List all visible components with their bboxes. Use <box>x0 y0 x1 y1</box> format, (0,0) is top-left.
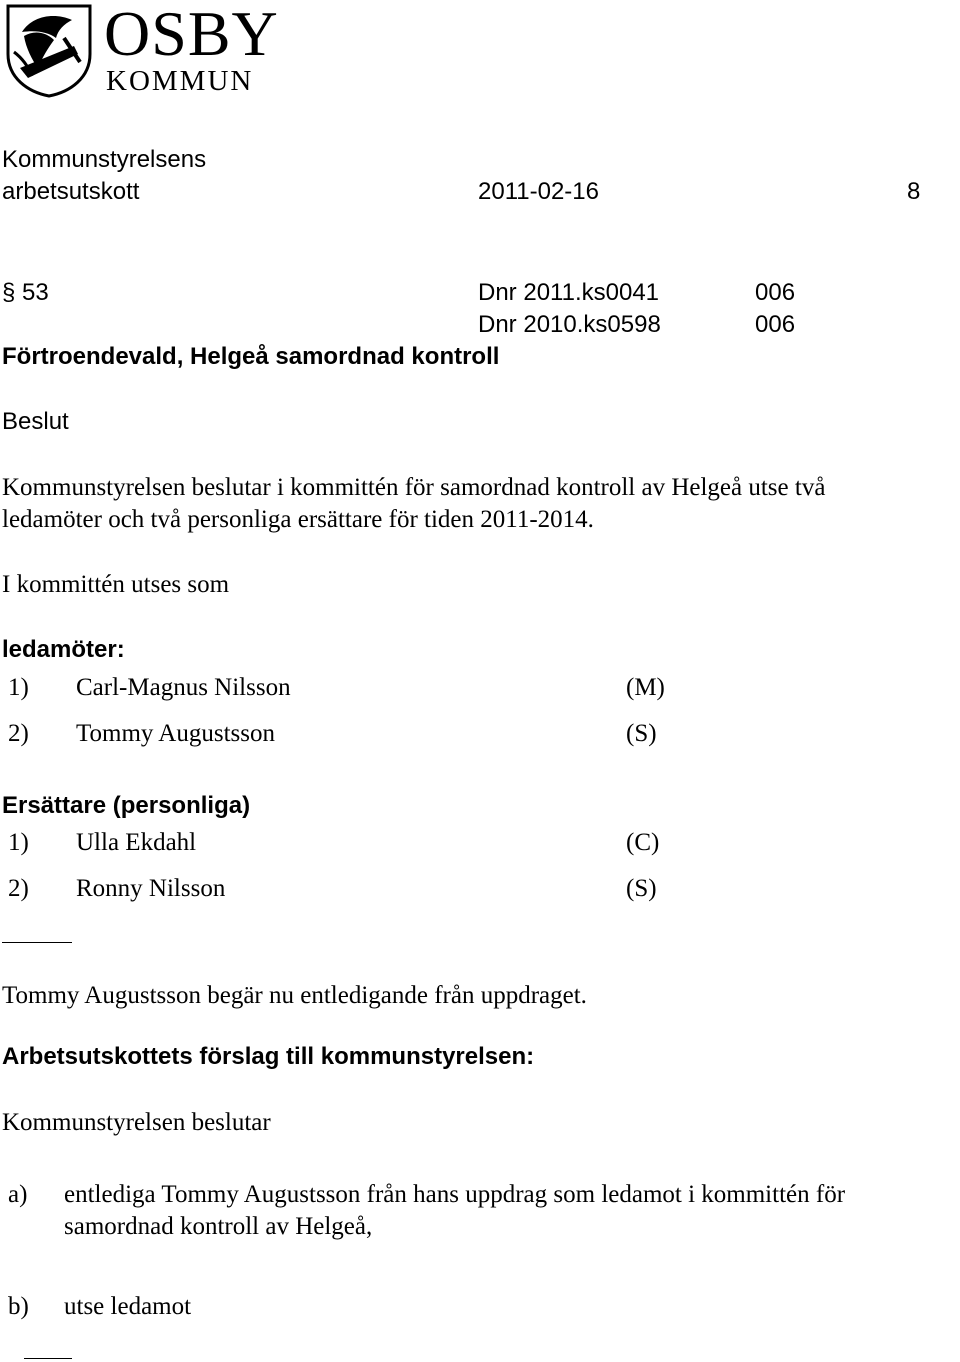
dnr-label: Dnr 2011.ks0041 <box>478 279 660 306</box>
members-heading: ledamöter: <box>2 636 125 663</box>
decision-intro: I kommittén utses som <box>2 571 230 598</box>
proposal-item-letter: a) <box>8 1181 28 1208</box>
meeting-date: 2011-02-16 <box>478 178 599 205</box>
member-name: Tommy Augustsson <box>76 720 275 747</box>
substitute-party: (S) <box>626 875 657 902</box>
member-party: (S) <box>626 720 657 747</box>
proposal-item-letter: b) <box>8 1293 29 1320</box>
decision-paragraph-line: ledamöter och två personliga ersättare för tiden 2011-2014. <box>2 506 594 533</box>
org-name-line2: arbetsutskott <box>2 178 140 205</box>
decision-heading: Beslut <box>2 408 69 435</box>
substitute-number: 1) <box>8 829 29 856</box>
member-number: 2) <box>8 720 29 747</box>
logo <box>0 0 300 100</box>
proposal-item-text: utse ledamot <box>64 1293 192 1320</box>
page-number: 8 <box>907 178 921 205</box>
substitute-number: 2) <box>8 875 29 902</box>
dnr-code: 006 <box>755 311 796 338</box>
logo-sub-text: KOMMUN <box>106 65 254 97</box>
substitute-name: Ulla Ekdahl <box>76 829 197 856</box>
section-number: § 53 <box>2 279 49 306</box>
substitute-name: Ronny Nilsson <box>76 875 226 902</box>
proposal-item-text: samordnad kontroll av Helgeå, <box>64 1213 373 1240</box>
decision-paragraph-line: Kommunstyrelsen beslutar i kommittén för samordnad kontroll av Helgeå utse två <box>2 474 826 501</box>
dnr-code: 006 <box>755 279 796 306</box>
coat-of-arms-icon <box>2 2 94 98</box>
member-number: 1) <box>8 674 29 701</box>
substitute-party: (C) <box>626 829 660 856</box>
case-title: Förtroendevald, Helgeå samordnad kontroll <box>2 343 500 370</box>
substitutes-heading: Ersättare (personliga) <box>2 792 251 819</box>
org-name-line1: Kommunstyrelsens <box>2 146 207 173</box>
proposal-intro: Kommunstyrelsen beslutar <box>2 1109 271 1136</box>
dnr-label: Dnr 2010.ks0598 <box>478 311 661 338</box>
member-party: (M) <box>626 674 665 701</box>
resignation-note: Tommy Augustsson begär nu entledigande från uppdraget. <box>2 982 587 1009</box>
separator-line <box>24 1358 72 1359</box>
logo-main-text: OSBY <box>104 0 279 69</box>
proposal-item-text: entlediga Tommy Augustsson från hans uppdrag som ledamot i kommittén för <box>64 1181 846 1208</box>
separator-line <box>2 942 72 943</box>
member-name: Carl-Magnus Nilsson <box>76 674 291 701</box>
proposal-heading: Arbetsutskottets förslag till kommunstyrelsen: <box>2 1043 535 1070</box>
